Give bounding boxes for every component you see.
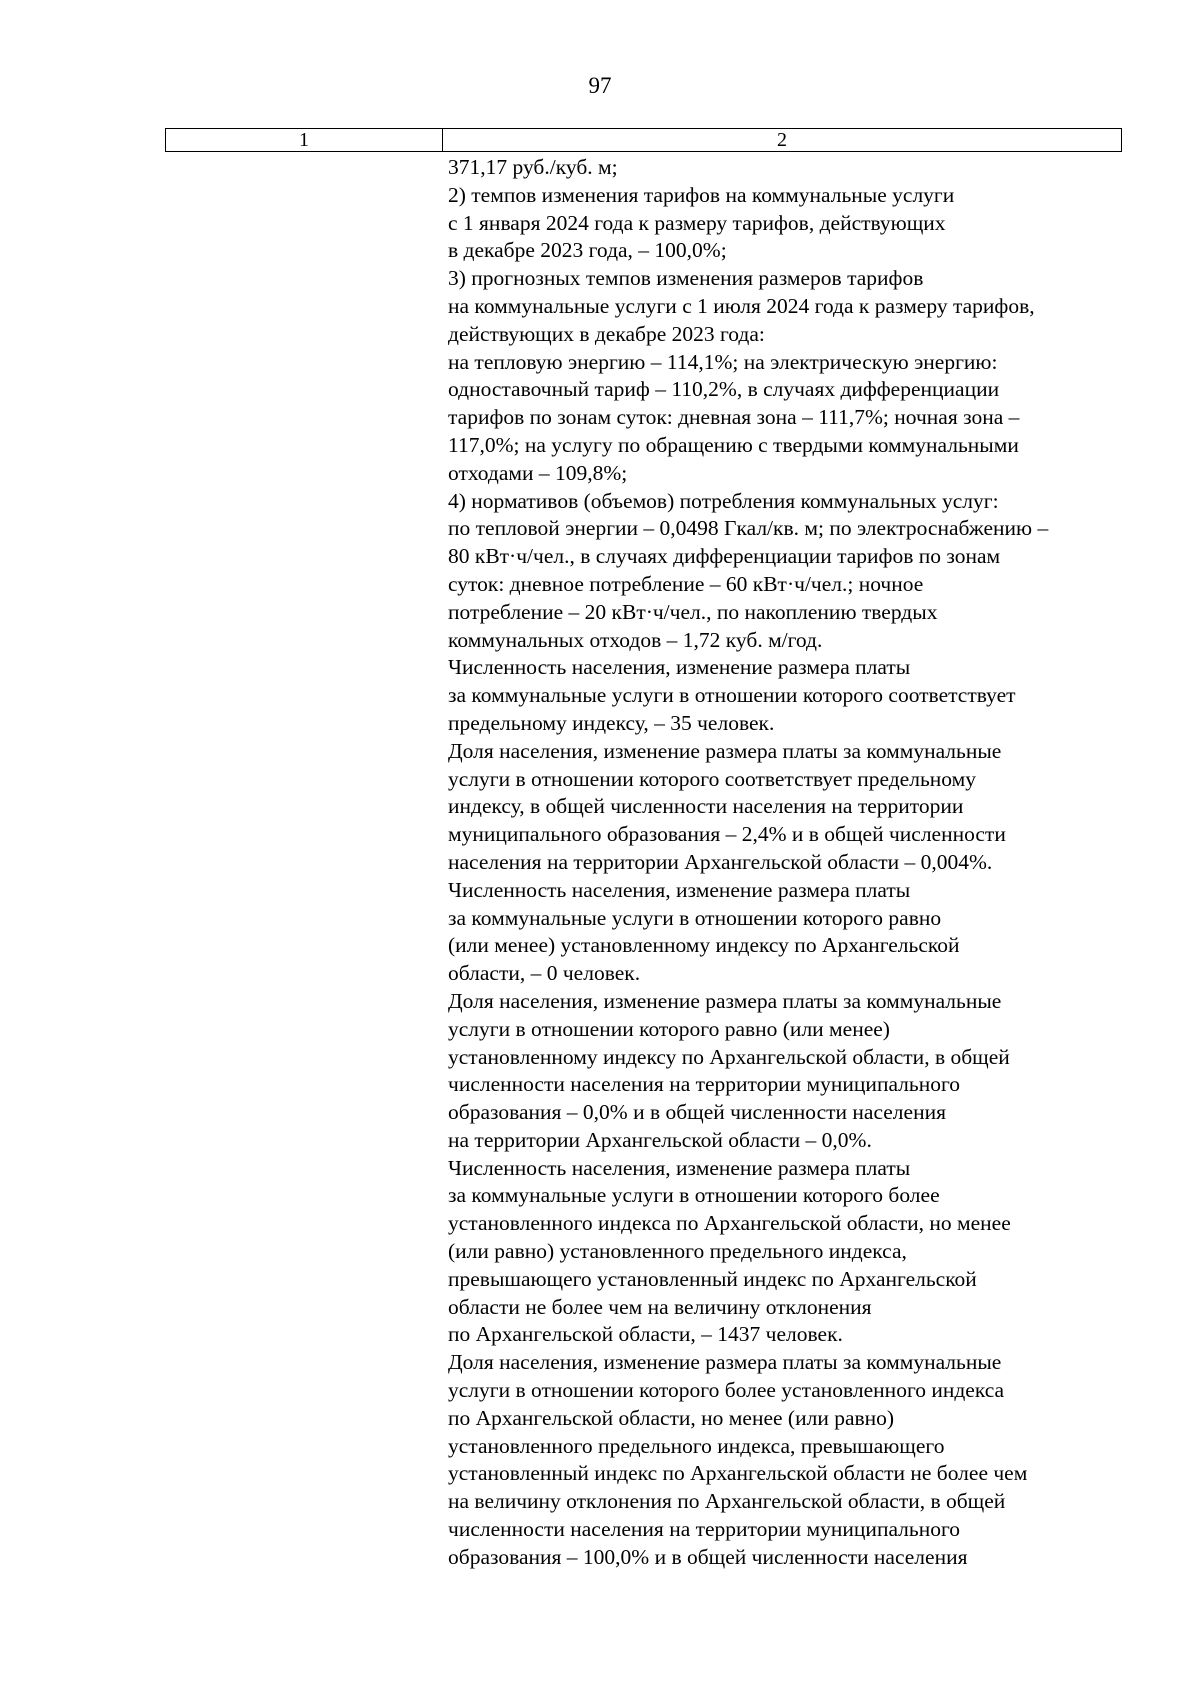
text-line: индексу, в общей численности населения на территории	[448, 794, 964, 819]
text-line: по Архангельской области, – 1437 человек.	[448, 1322, 843, 1347]
text-line: по Архангельской области, но менее (или равно)	[448, 1405, 895, 1430]
text-line: услуги в отношении которого равно (или менее)	[448, 1016, 890, 1041]
text-line: Численность населения, изменение размера платы	[448, 1155, 911, 1180]
text-line: (или равно) установленного предельного индекса,	[448, 1239, 907, 1264]
text-line: Численность населения, изменение размера платы	[448, 655, 911, 680]
text-line: отходами – 109,8%;	[448, 460, 628, 485]
text-line: 80 кВт·ч/чел., в случаях дифференциации тарифов по зонам	[448, 544, 1001, 569]
text-line: за коммунальные услуги в отношении которого равно	[448, 905, 942, 930]
text-line: предельному индексу, – 35 человек.	[448, 710, 775, 735]
page-number: 97	[588, 73, 612, 98]
text-line: на тепловую энергию – 114,1%; на электрическую энергию:	[448, 349, 998, 374]
text-line: суток: дневное потребление – 60 кВт·ч/чел.; ночное	[448, 571, 924, 596]
text-line: за коммунальные услуги в отношении которого более	[448, 1183, 940, 1208]
text-line: одноставочный тариф – 110,2%, в случаях дифференциации	[448, 377, 1000, 402]
text-line: установленного индекса по Архангельской области, но менее	[448, 1211, 1011, 1236]
table-column-header-1: 1	[166, 129, 443, 151]
text-line: образования – 0,0% и в общей численности населения	[448, 1100, 946, 1125]
text-line: области не более чем на величину отклонения	[448, 1294, 872, 1319]
text-line: Численность населения, изменение размера платы	[448, 877, 911, 902]
text-line: численности населения на территории муниципального	[448, 1517, 961, 1542]
table-header-row	[165, 128, 1122, 152]
text-line: превышающего установленный индекс по Архангельской	[448, 1266, 977, 1291]
text-line: населения на территории Архангельской области – 0,004%.	[448, 849, 993, 874]
text-line: услуги в отношении которого соответствует предельному	[448, 766, 976, 791]
text-line: Доля населения, изменение размера платы за коммунальные	[448, 988, 1002, 1013]
table-column-header-2: 2	[777, 129, 787, 151]
text-line: тарифов по зонам суток: дневная зона – 111,7%; ночная зона –	[448, 405, 1020, 430]
text-line: 4) нормативов (объемов) потребления коммунальных услуг:	[448, 488, 999, 513]
text-line: за коммунальные услуги в отношении которого соответствует	[448, 683, 1016, 708]
text-line: коммунальных отходов – 1,72 куб. м/год.	[448, 627, 823, 652]
text-line: установленному индексу по Архангельской области, в общей	[448, 1044, 1010, 1069]
text-line: 371,17 руб./куб. м;	[448, 155, 618, 179]
text-line: услуги в отношении которого более установленного индекса	[448, 1378, 1005, 1403]
text-line: 117,0%; на услугу по обращению с твердыми коммунальными	[448, 432, 1019, 457]
text-line: в декабре 2023 года, – 100,0%;	[448, 238, 727, 263]
text-line: потребление – 20 кВт·ч/чел., по накоплению твердых	[448, 599, 938, 624]
table-cell-column-2	[448, 154, 1128, 1572]
text-line: Доля населения, изменение размера платы за коммунальные	[448, 738, 1002, 763]
text-line: на величину отклонения по Архангельской области, в общей	[448, 1489, 1006, 1514]
text-line: образования – 100,0% и в общей численности населения	[448, 1544, 968, 1569]
text-line: с 1 января 2024 года к размеру тарифов, действующих	[448, 210, 946, 235]
text-line: области, – 0 человек.	[448, 961, 641, 986]
text-line: на территории Архангельской области – 0,0%.	[448, 1127, 872, 1152]
text-line: действующих в декабре 2023 года:	[448, 321, 765, 346]
text-line: на коммунальные услуги с 1 июля 2024 года к размеру тарифов,	[448, 293, 1035, 318]
text-line: установленного предельного индекса, превышающего	[448, 1433, 945, 1458]
text-line: установленный индекс по Архангельской области не более чем	[448, 1461, 1028, 1486]
text-line: численности населения на территории муниципального	[448, 1072, 961, 1097]
text-line: (или менее) установленному индексу по Архангельской	[448, 933, 960, 958]
text-line: 2) темпов изменения тарифов на коммунальные услуги	[448, 182, 955, 207]
text-line: по тепловой энергии – 0,0498 Гкал/кв. м; по электроснабжению –	[448, 516, 1049, 541]
text-line: Доля населения, изменение размера платы за коммунальные	[448, 1350, 1002, 1375]
text-line: 3) прогнозных темпов изменения размеров тарифов	[448, 266, 924, 291]
text-line: муниципального образования – 2,4% и в общей численности	[448, 822, 1006, 847]
